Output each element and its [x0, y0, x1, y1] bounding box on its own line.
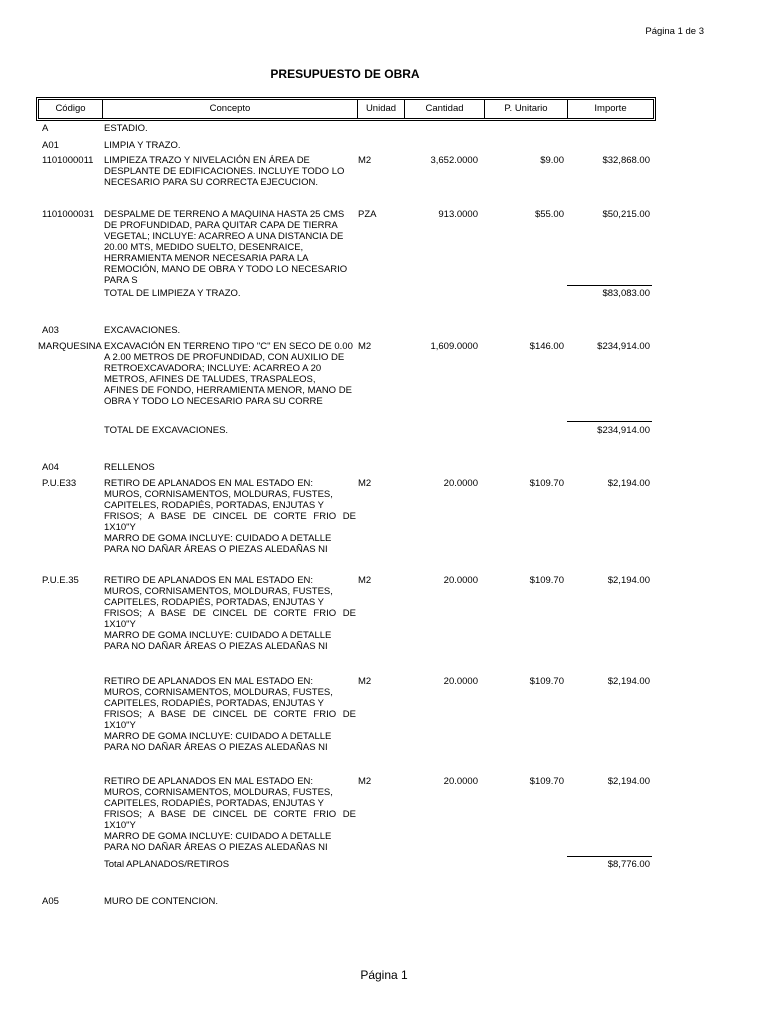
- total-rule: [567, 856, 652, 857]
- item-amount: $2,194.00: [607, 575, 650, 586]
- section-code: A03: [42, 325, 59, 336]
- total-label: TOTAL DE LIMPIEZA Y TRAZO.: [104, 288, 241, 299]
- col-codigo: Código: [55, 103, 86, 114]
- item-amount: $32,868.00: [602, 155, 650, 166]
- item-quantity: 1,609.0000: [430, 341, 478, 352]
- item-quantity: 20.0000: [443, 478, 478, 489]
- item-unit: M2: [358, 676, 372, 687]
- total-rule: [567, 285, 652, 286]
- total-label: Total APLANADOS/RETIROS: [104, 859, 230, 870]
- section-label: EXCAVACIONES.: [104, 325, 181, 336]
- item-unit-price: $109.70: [529, 575, 564, 586]
- item-description: RETIRO DE APLANADOS EN MAL ESTADO EN: MUROS, CORNISAMENTOS, MOLDURAS, FUSTES, CAPITELES, RODAPIÉS, PORTADAS, ENJUTAS Y FRISOS; A BASE DE CINCEL DE CORTE FRIO DE 1X10"Y MARRO DE GOMA INCLUYE: CUIDADO A DETALLE PARA NO DAÑAR ÁREAS O PIEZAS ALEDAÑAS NI: [104, 776, 356, 853]
- item-unit-price: $146.00: [529, 341, 564, 352]
- item-unit: PZA: [358, 209, 377, 220]
- col-unitario: P. Unitario: [504, 103, 548, 114]
- item-unit-price: $9.00: [540, 155, 564, 166]
- item-quantity: 913.0000: [438, 209, 478, 220]
- item-code: 1101000011: [42, 155, 94, 166]
- item-unit: M2: [358, 776, 372, 787]
- item-quantity: 3,652.0000: [430, 155, 478, 166]
- col-importe: Importe: [594, 103, 627, 114]
- item-unit-price: $109.70: [529, 776, 564, 787]
- total-amount: $234,914.00: [597, 425, 650, 436]
- item-amount: $234,914.00: [597, 341, 650, 352]
- item-code: MARQUESINA: [38, 341, 102, 352]
- item-description: RETIRO DE APLANADOS EN MAL ESTADO EN: MUROS, CORNISAMENTOS, MOLDURAS, FUSTES, CAPITELES, RODAPIÉS, PORTADAS, ENJUTAS Y FRISOS; A BASE DE CINCEL DE CORTE FRIO DE 1X10"Y MARRO DE GOMA INCLUYE: CUIDADO A DETALLE PARA NO DAÑAR ÁREAS O PIEZAS ALEDAÑAS NI: [104, 575, 356, 652]
- item-description: DESPALME DE TERRENO A MAQUINA HASTA 25 CMS DE PROFUNDIDAD, PARA QUITAR CAPA DE TIERRA VEGETAL; INCLUYE: ACARREO A UNA DISTANCIA DE 20.00 MTS, MEDIDO SUELTO, DESENRAICE, HERRAMIENTA MENOR NECESARIA PARA LA REMOCIÓN, MANO DE OBRA Y TODO LO NECESARIO PARA S: [104, 209, 348, 286]
- item-unit-price: $109.70: [529, 676, 564, 687]
- page-footer: Página 1: [360, 968, 408, 982]
- item-description: RETIRO DE APLANADOS EN MAL ESTADO EN: MUROS, CORNISAMENTOS, MOLDURAS, FUSTES, CAPITELES, RODAPIÉS, PORTADAS, ENJUTAS Y FRISOS; A BASE DE CINCEL DE CORTE FRIO DE 1X10"Y MARRO DE GOMA INCLUYE: CUIDADO A DETALLE PARA NO DAÑAR ÁREAS O PIEZAS ALEDAÑAS NI: [104, 676, 356, 753]
- item-quantity: 20.0000: [443, 575, 478, 586]
- section-label: LIMPIA Y TRAZO.: [104, 140, 181, 151]
- item-amount: $2,194.00: [607, 478, 650, 489]
- section-code: A04: [42, 462, 59, 473]
- item-description: EXCAVACIÓN EN TERRENO TIPO "C" EN SECO DE 0.00 A 2.00 METROS DE PROFUNDIDAD, CON AUXILIO DE RETROEXCAVADORA; INCLUYE: ACARREO A 20 METROS, AFINES DE TALUDES, TRASPALEOS, AFINES DE FONDO, HERRAMIENTA MENOR, MANO DE OBRA Y TODO LO NECESARIO PARA SU CORRE: [104, 341, 353, 407]
- item-code: 1101000031: [42, 209, 95, 220]
- item-amount: $50,215.00: [602, 209, 650, 220]
- item-amount: $2,194.00: [607, 776, 650, 787]
- total-amount: $8,776.00: [607, 859, 650, 870]
- section-label: ESTADIO.: [104, 123, 148, 134]
- table-header: [38, 99, 654, 119]
- item-quantity: 20.0000: [443, 676, 478, 687]
- item-description: RETIRO DE APLANADOS EN MAL ESTADO EN: MUROS, CORNISAMENTOS, MOLDURAS, FUSTES, CAPITELES, RODAPIÉS, PORTADAS, ENJUTAS Y FRISOS; A BASE DE CINCEL DE CORTE FRIO DE 1X10"Y MARRO DE GOMA INCLUYE: CUIDADO A DETALLE PARA NO DAÑAR ÁREAS O PIEZAS ALEDAÑAS NI: [104, 478, 356, 555]
- section-code: A05: [42, 896, 59, 907]
- item-amount: $2,194.00: [607, 676, 650, 687]
- item-quantity: 20.0000: [443, 776, 478, 787]
- total-label: TOTAL DE EXCAVACIONES.: [104, 425, 229, 436]
- document-title: PRESUPUESTO DE OBRA: [270, 67, 420, 81]
- item-unit: M2: [358, 341, 372, 352]
- col-unidad: Unidad: [365, 103, 397, 114]
- total-amount: $83,083.00: [602, 288, 650, 299]
- item-unit-price: $109.70: [529, 478, 564, 489]
- col-concepto: Concepto: [209, 103, 251, 114]
- section-code: A01: [42, 140, 59, 151]
- item-unit: M2: [358, 478, 372, 489]
- item-unit: M2: [358, 575, 372, 586]
- item-code: P.U.E.35: [42, 575, 79, 586]
- col-cantidad: Cantidad: [425, 103, 464, 114]
- page-number-header: Página 1 de 3: [645, 26, 704, 37]
- item-description: LIMPIEZA TRAZO Y NIVELACIÓN EN ÁREA DE DESPLANTE DE EDIFICACIONES. INCLUYE TODO LO NECESARIO PARA SU CORRECTA EJECUCION.: [104, 155, 345, 188]
- section-label: MURO DE CONTENCION.: [104, 896, 218, 907]
- total-rule: [567, 421, 652, 422]
- item-code: P.U.E33: [42, 478, 77, 489]
- section-label: RELLENOS: [104, 462, 155, 473]
- item-unit: M2: [358, 155, 372, 166]
- section-code: A: [42, 123, 49, 134]
- item-unit-price: $55.00: [534, 209, 564, 220]
